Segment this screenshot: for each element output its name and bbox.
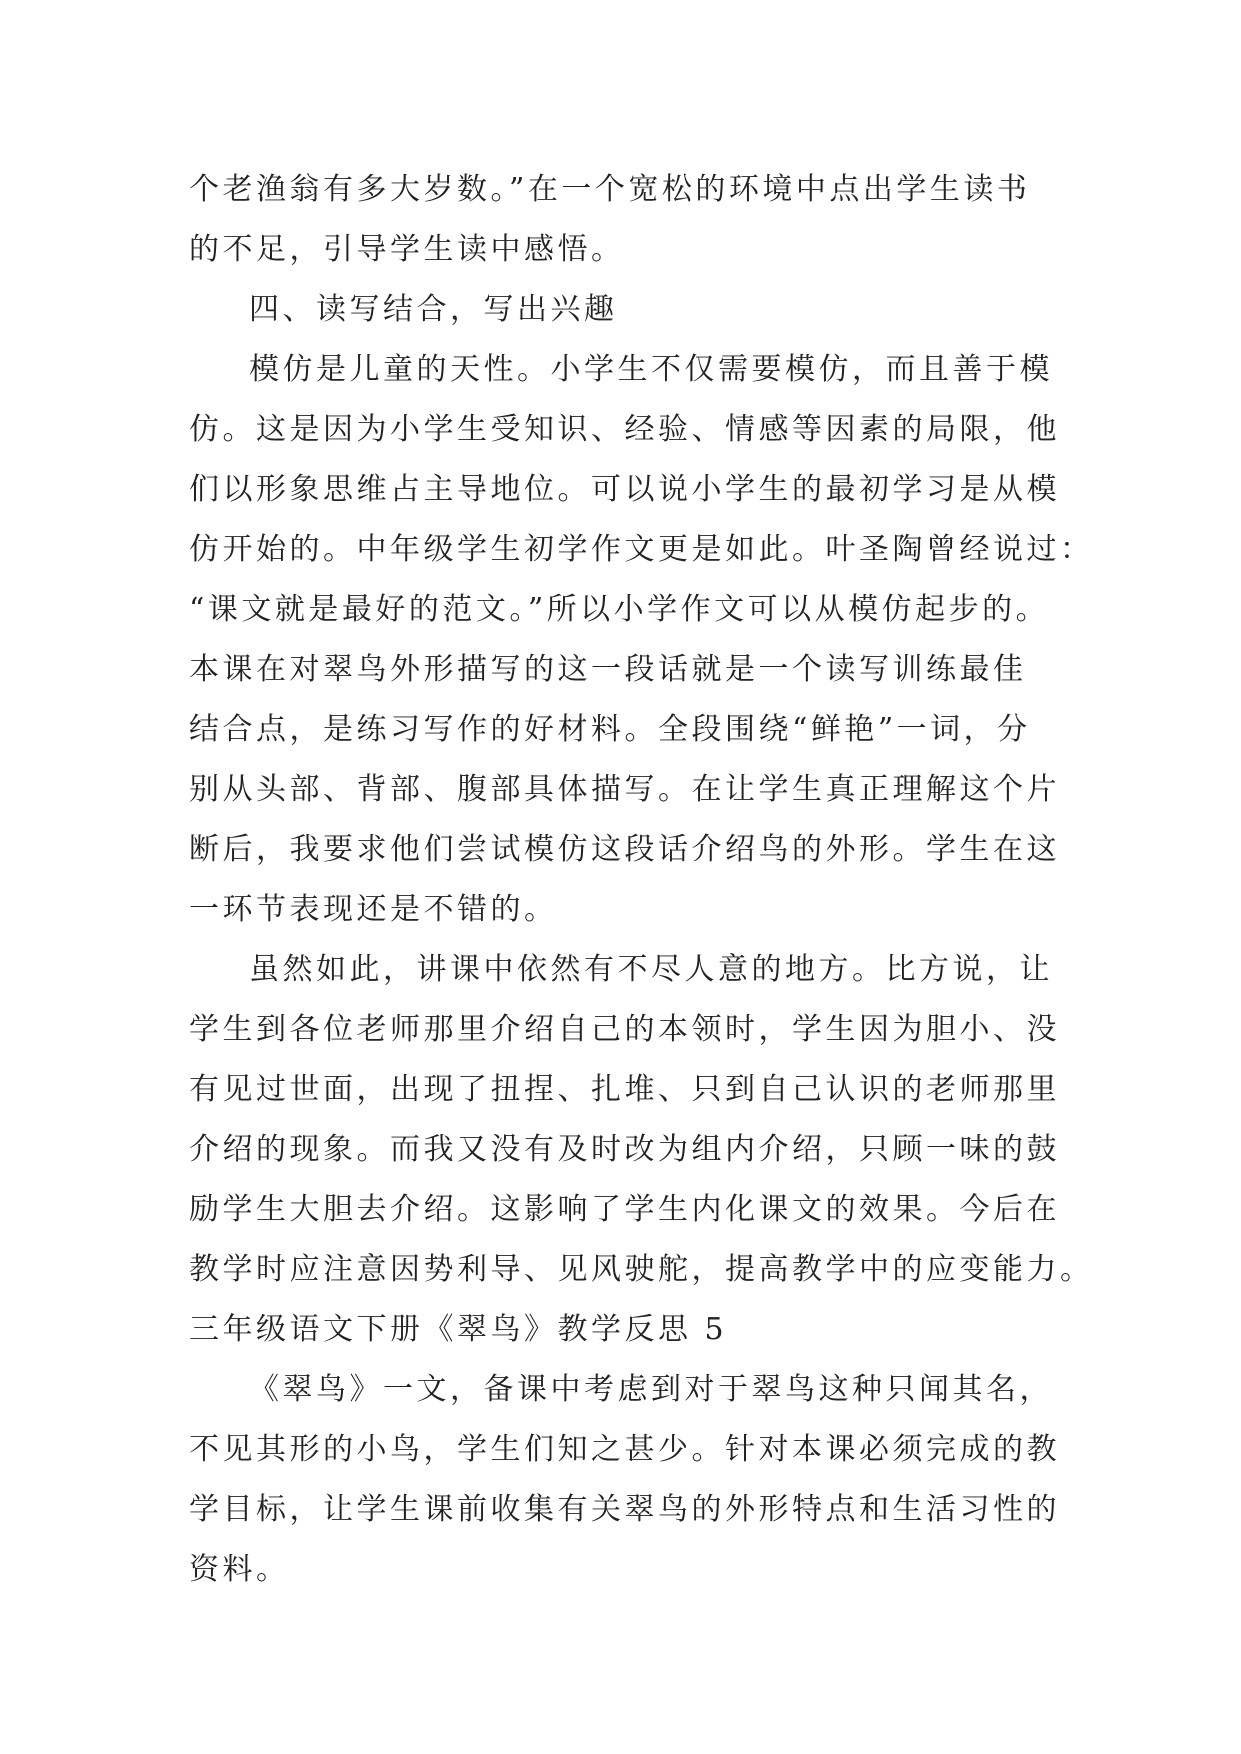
text-line: 别从头部、背部、腹部具体描写。在让学生真正理解这个片 bbox=[189, 772, 1060, 807]
text-line: 本课在对翠鸟外形描写的这一段话就是一个读写训练最佳 bbox=[189, 652, 1027, 687]
text-line: 们以形象思维占主导地位。可以说小学生的最初学习是从模 bbox=[189, 472, 1060, 507]
text-line: 励学生大胆去介绍。这影响了学生内化课文的效果。今后在 bbox=[189, 1192, 1060, 1227]
text-line: 断后，我要求他们尝试模仿这段话介绍鸟的外形。学生在这 bbox=[189, 832, 1060, 867]
text-line: 虽然如此，讲课中依然有不尽人意的地方。比方说，让 bbox=[249, 952, 1053, 987]
text-line: 学目标，让学生课前收集有关翠鸟的外形特点和生活习性的 bbox=[189, 1492, 1060, 1527]
text-line: 模仿是儿童的天性。小学生不仅需要模仿，而且善于模 bbox=[249, 352, 1053, 387]
text-line: 不见其形的小鸟，学生们知之甚少。针对本课必须完成的教 bbox=[189, 1432, 1060, 1467]
text-line: 的不足，引导学生读中感悟。 bbox=[189, 232, 625, 267]
document-subtitle: 三年级语文下册《翠鸟》教学反思 5 bbox=[189, 1312, 728, 1347]
text-line: 学生到各位老师那里介绍自己的本领时，学生因为胆小、没 bbox=[189, 1012, 1060, 1047]
section-heading: 四、读写结合，写出兴趣 bbox=[249, 292, 618, 327]
text-line: 资料。 bbox=[189, 1552, 290, 1587]
text-line: 一环节表现还是不错的。 bbox=[189, 892, 558, 927]
text-line: 仿。这是因为小学生受知识、经验、情感等因素的局限，他 bbox=[189, 412, 1060, 447]
text-line: 介绍的现象。而我又没有及时改为组内介绍，只顾一味的鼓 bbox=[189, 1132, 1060, 1167]
text-line: 《翠鸟》一文，备课中考虑到对于翠鸟这种只闻其名， bbox=[249, 1372, 1053, 1407]
text-line: 有见过世面，出现了扭捏、扎堆、只到自己认识的老师那里 bbox=[189, 1072, 1060, 1107]
text-line: 教学时应注意因势利导、见风驶舵，提高教学中的应变能力。 bbox=[189, 1252, 1094, 1287]
text-line: 仿开始的。中年级学生初学作文更是如此。叶圣陶曾经说过： bbox=[189, 532, 1094, 567]
document-body bbox=[189, 160, 1094, 1600]
text-line: 结合点，是练习写作的好材料。全段围绕“鲜艳”一词，分 bbox=[189, 712, 1031, 747]
text-line: 个老渔翁有多大岁数。”在一个宽松的环境中点出学生读书 bbox=[189, 172, 1031, 207]
text-line: “课文就是最好的范文。”所以小学作文可以从模仿起步的。 bbox=[189, 592, 1050, 627]
